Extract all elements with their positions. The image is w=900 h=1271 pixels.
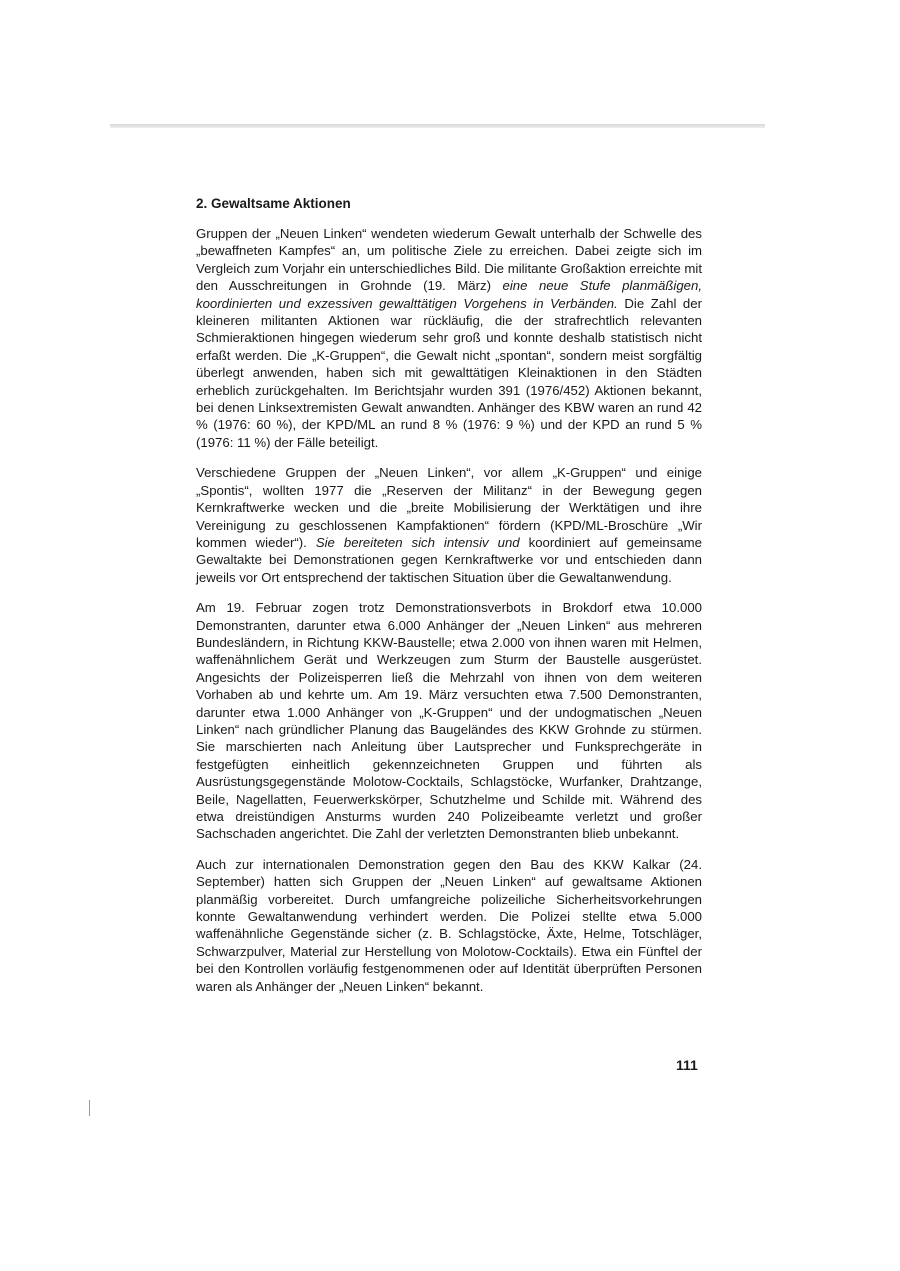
paragraph-4 — [196, 856, 702, 995]
paragraph-2-emphasis: Sie bereiteten sich intensiv und — [315, 534, 520, 550]
paragraph-2-text-b: koordiniert auf gemeinsame Gewaltakte bei Demonstrationen gegen Kernkraftwerke vor und entschieden dann jeweils vor Ort entsprechend der taktischen Situation über die Gewaltanwendung. — [196, 534, 702, 585]
paragraph-2 — [196, 464, 702, 586]
paragraph-4-text: Auch zur internationalen Demonstration gegen den Bau des KKW Kalkar (24. September) hatten sich Gruppen der „Neuen Linken“ auf gewaltsame Aktionen planmäßig vorbereitet. Durch umfangreiche polizeiliche Sicherheitsvorkehrungen konnte Gewaltanwendung verhindert werden. Die Polizei stellte etwa 5.000 waffenähnliche Gegenstände sicher (z. B. Schlagstöcke, Äxte, Helme, Totschläger, Schwarzpulver, Material zur Herstellung von Molotow-Cocktails). Etwa ein Fünftel der bei den Kontrollen vorläufig festgenommenen oder auf Identität überprüften Personen waren als Anhänger der „Neuen Linken“ bekannt. — [196, 856, 702, 994]
paragraph-1-text-a: Gruppen der „Neuen Linken“ wendeten wiederum Gewalt unterhalb der Schwelle des „bewaffneten Kampfes“ an, um politische Ziele zu erreichen. Dabei zeigte sich im Vergleich zum Vorjahr ein unterschiedliches Bild. Die militante Großaktion erreichte mit den Ausschreitungen in Grohnde (19. März) — [196, 226, 702, 294]
page-number: 111 — [676, 1057, 698, 1073]
paragraph-1 — [196, 225, 702, 451]
paragraph-3 — [196, 599, 702, 843]
paragraph-2-text-a: Verschiedene Gruppen der „Neuen Linken“, vor allem „K-Gruppen“ und einige „Spontis“, wollten 1977 die „Reserven der Militanz“ in der Bewegung gegen Kernkraftwerke wecken und die „breite Mobilisierung der Werktätigen und ihre Vereinigung zu geschlossenen Kampfaktionen“ fördern (KPD/ML-Broschüre „Wir kommen wieder“). — [196, 465, 702, 550]
paragraph-1-text-b: Die Zahl der kleineren militanten Aktionen war rückläufig, die der strafrechtlich relevanten Schmieraktionen hingegen wiederum sehr groß und konnte deshalb statistisch nicht erfaßt werden. Die „K-Gruppen“, die Gewalt nicht „spontan“, sondern meist sorgfältig überlegt anwenden, haben sich mit gewalttätigen Kleinaktionen in den Städten erheblich zurückgehalten. Im Berichtsjahr wurden 391 (1976/452) Aktionen bekannt, bei denen Linksextremisten Gewalt anwandten. Anhänger des KBW waren an rund 42 % (1976: 60 %), der KPD/ML an rund 8 % (1976: 9 %) und der KPD an rund 5 % (1976: 11 %) der Fälle beteiligt. — [196, 295, 702, 450]
page-content — [196, 195, 702, 1008]
paragraph-3-text: Am 19. Februar zogen trotz Demonstrationsverbots in Brokdorf etwa 10.000 Demonstranten, darunter etwa 6.000 Anhänger der „Neuen Linken“ aus mehreren Bundesländern, in Richtung KKW-Baustelle; etwa 2.000 von ihnen waren mit Helmen, waffenähnlichem Gerät und Werkzeugen zum Sturm der Baustelle ausgerüstet. Angesichts der Polizeisperren ließ die Mehrzahl von ihnen von dem weiteren Vorhaben ab und kehrte um. Am 19. März versuchten etwa 7.500 Demonstranten, darunter etwa 1.000 Anhänger von „K-Gruppen“ und der undogmatischen „Neuen Linken“ nach gründlicher Planung das Baugeländes des KKW Grohnde zu stürmen. Sie marschierten nach Anleitung über Lautsprecher und Funksprechgeräte in festgefügten einheitlich gekennzeichneten Gruppen und führten als Ausrüstungsgegenstände Molotow-Cocktails, Schlagstöcke, Wurfanker, Drahtzange, Beile, Nagellatten, Feuerwerkskörper, Schutzhelme und Schilde mit. Während des etwa dreistündigen Ansturms wurden 240 Polizeibeamte verletzt und großer Sachschaden angerichtet. Die Zahl der verletzten Demonstranten blieb unbekannt. — [196, 600, 702, 842]
margin-mark — [89, 1100, 90, 1116]
scan-edge-artifact — [110, 124, 765, 128]
section-heading: 2. Gewaltsame Aktionen — [196, 196, 351, 211]
paragraph-1-emphasis: eine neue Stufe planmäßigen, koordinierten und exzessiven gewalttätigen Vorgehens in Verbänden. — [196, 278, 702, 311]
